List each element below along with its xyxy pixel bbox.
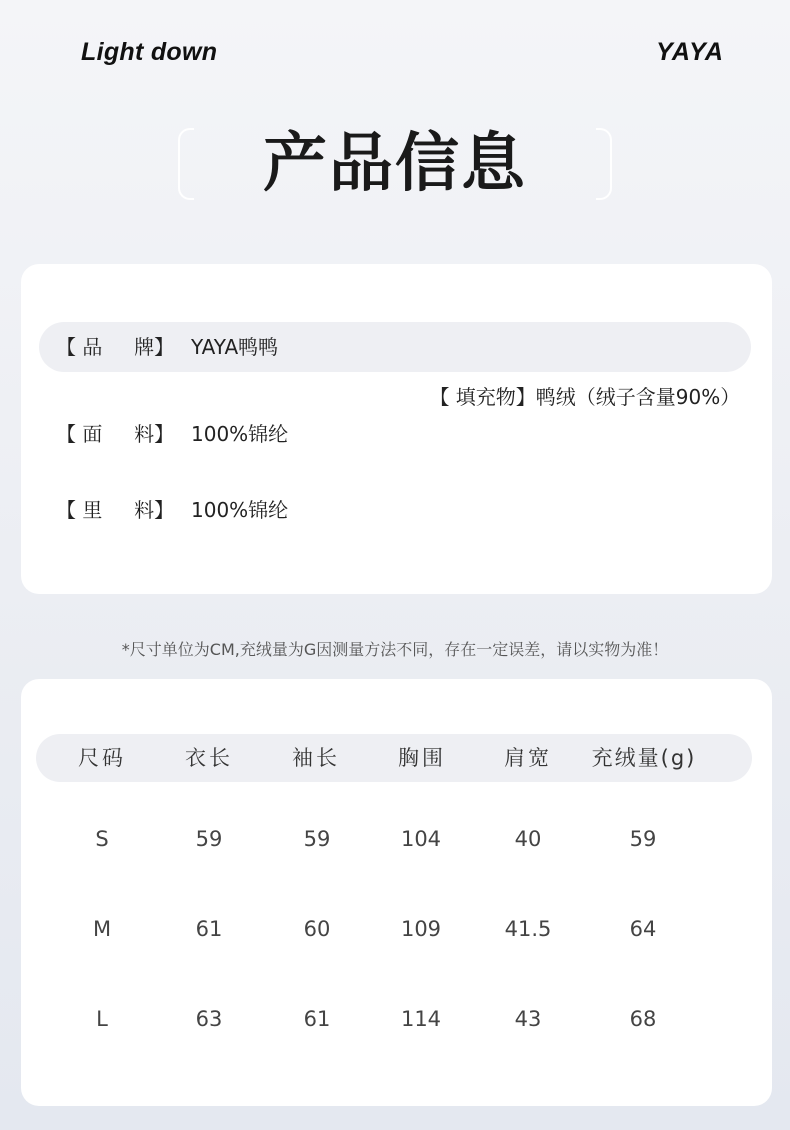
table-cell: S xyxy=(95,827,109,851)
table-cell: M xyxy=(92,917,112,941)
right-bracket-decoration xyxy=(596,128,612,200)
table-cell: 61 xyxy=(303,1007,331,1031)
header-cell-sleeve: 袖长 xyxy=(292,746,340,770)
info-row-brand xyxy=(56,322,278,372)
table-cell: 68 xyxy=(629,1007,657,1031)
table-cell: 61 xyxy=(195,917,223,941)
brand-left-text: Light down xyxy=(81,38,218,66)
header-cell-fill-weight: 充绒量(g) xyxy=(591,746,697,770)
table-cell: 109 xyxy=(400,917,442,941)
table-cell: 43 xyxy=(514,1007,542,1031)
info-label: 【 里 料】 xyxy=(56,498,175,522)
table-cell: 59 xyxy=(629,827,657,851)
info-value: YAYA鸭鸭 xyxy=(191,335,279,359)
title-block xyxy=(178,128,612,200)
info-value: 100%锦纶 xyxy=(191,422,289,446)
table-cell: L xyxy=(96,1007,108,1031)
table-cell: 63 xyxy=(195,1007,223,1031)
info-row-lining xyxy=(56,485,288,535)
info-row-filling xyxy=(404,322,741,409)
table-cell: 41.5 xyxy=(504,917,552,941)
brand-right-text: YAYA xyxy=(656,38,724,66)
table-cell: 59 xyxy=(195,827,223,851)
table-cell: 64 xyxy=(629,917,657,941)
size-table-card xyxy=(21,679,772,1106)
header-cell-length: 衣长 xyxy=(185,746,233,770)
header-cell-size: 尺码 xyxy=(78,746,126,770)
info-value: 100%锦纶 xyxy=(191,498,289,522)
table-cell: 60 xyxy=(303,917,331,941)
info-label: 【 品 牌】 xyxy=(56,335,175,359)
table-cell: 114 xyxy=(400,1007,442,1031)
table-cell: 40 xyxy=(514,827,542,851)
info-row-fabric xyxy=(56,409,288,459)
table-cell: 104 xyxy=(400,827,442,851)
info-value: 鸭绒（绒子含量90%） xyxy=(535,385,741,409)
header-cell-chest: 胸围 xyxy=(398,746,446,770)
table-cell: 59 xyxy=(303,827,331,851)
page-title: 产品信息 xyxy=(263,127,527,201)
product-info-card xyxy=(21,264,772,594)
info-label: 【 面 料】 xyxy=(56,422,175,446)
header-cell-shoulder: 肩宽 xyxy=(504,746,552,770)
measurement-note: *尺寸单位为CM,充绒量为G因测量方法不同，存在一定误差，请以实物为准！ xyxy=(121,640,669,659)
info-label: 【 填充物】 xyxy=(429,385,536,409)
